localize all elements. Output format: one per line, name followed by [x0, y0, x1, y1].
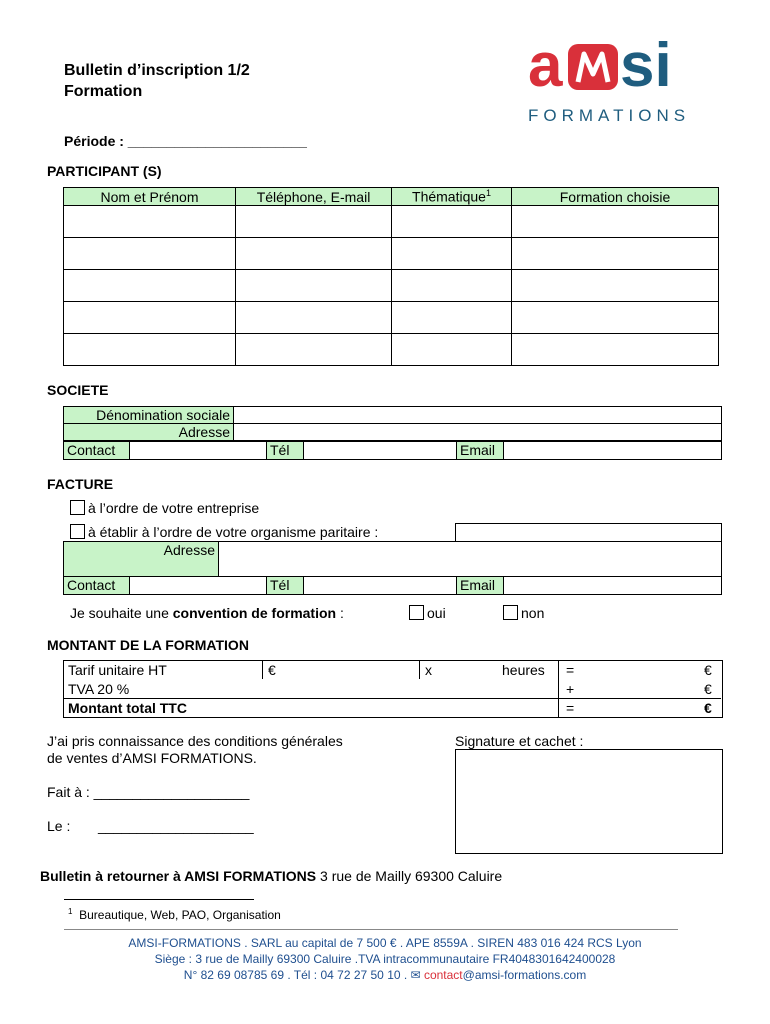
signature-label: Signature et cachet : — [455, 733, 584, 749]
input-cell[interactable] — [512, 302, 719, 334]
periode-field[interactable]: Période : _______________________ — [64, 133, 307, 149]
input-cell[interactable] — [64, 206, 236, 238]
facture-email-input[interactable] — [503, 576, 722, 595]
logo-subtitle: FORMATIONS — [528, 106, 691, 125]
input-cell[interactable] — [512, 270, 719, 302]
equals-sign: = — [566, 700, 575, 716]
input-cell[interactable] — [64, 270, 236, 302]
convention-question: Je souhaite une convention de formation : — [70, 605, 344, 621]
input-cell[interactable] — [64, 238, 236, 270]
footer-line-1: AMSI-FORMATIONS . SARL au capital de 7 500 € . APE 8559A . SIREN 483 016 424 RCS Lyon — [128, 936, 642, 950]
col-nom: Nom et Prénom — [64, 188, 236, 206]
input-cell[interactable] — [236, 206, 392, 238]
table-row — [64, 206, 719, 238]
tarif-label: Tarif unitaire HT — [68, 662, 167, 678]
footer-line-2: Siège : 3 rue de Mailly 69300 Caluire .TVA intracommunautaire FR404830164240002​8 — [154, 952, 616, 966]
contact-link[interactable]: contact — [423, 968, 463, 982]
denomination-input[interactable] — [233, 406, 722, 424]
facture-email-label: Email — [456, 576, 504, 595]
title-line-2: Formation — [64, 83, 143, 100]
option-label: à établir à l’ordre de votre organisme paritaire : — [88, 524, 379, 540]
equals-sign: = — [566, 662, 575, 678]
societe-email-label: Email — [456, 441, 504, 460]
montant-heading: MONTANT DE LA FORMATION — [47, 637, 249, 653]
document-title — [64, 60, 250, 102]
societe-contact-label: Contact — [63, 441, 130, 460]
input-cell[interactable] — [64, 334, 236, 366]
input-cell[interactable] — [236, 334, 392, 366]
input-cell[interactable] — [392, 238, 512, 270]
facture-option-organisme[interactable] — [70, 524, 378, 540]
convention-oui[interactable]: oui — [409, 605, 446, 621]
svg-text:a: a — [528, 31, 563, 100]
mail-icon: ✉ — [410, 968, 421, 982]
table-row — [64, 302, 719, 334]
input-cell[interactable] — [512, 334, 719, 366]
tarif-euro: € — [268, 662, 276, 678]
facture-contact-input[interactable] — [129, 576, 267, 595]
plus-sign: + — [566, 681, 575, 697]
col-thematique: Thématique$^1$ — [392, 188, 512, 206]
societe-tel-label: Tél — [266, 441, 304, 460]
table-row — [64, 238, 719, 270]
return-instruction: Bulletin à retourner à AMSI FORMATIONS 3 rue de Mailly 69300 Caluire — [40, 868, 503, 884]
organisme-input[interactable] — [455, 523, 722, 542]
footer-line-3: N° 82 69 08785 69 . Tél : 04 72 27 50 10 . ✉ contact@amsi-formations.com — [183, 968, 587, 982]
societe-adresse-label: Adresse — [63, 423, 234, 441]
facture-adresse-input[interactable] — [218, 541, 722, 577]
input-cell[interactable] — [392, 334, 512, 366]
times-sign: x — [425, 662, 432, 678]
denomination-label: Dénomination sociale — [63, 406, 234, 424]
facture-contact-label: Contact — [63, 576, 130, 595]
total-label: Montant total TTC — [68, 700, 187, 716]
option-label: à l’ordre de votre entreprise — [88, 500, 260, 516]
table-row — [64, 334, 719, 366]
col-telephone: Téléphone, E-mail — [236, 188, 392, 206]
societe-adresse-input[interactable] — [233, 423, 722, 441]
input-cell[interactable] — [392, 206, 512, 238]
facture-heading: FACTURE — [47, 476, 114, 492]
input-cell[interactable] — [392, 270, 512, 302]
conditions-text: J’ai pris connaissance des conditions générales de ventes d’AMSI FORMATIONS. — [47, 733, 343, 766]
societe-email-input[interactable] — [503, 441, 722, 460]
input-cell[interactable] — [236, 270, 392, 302]
input-cell[interactable] — [236, 238, 392, 270]
facture-option-entreprise[interactable] — [70, 500, 259, 516]
input-cell[interactable] — [512, 238, 719, 270]
svg-text:si: si — [620, 31, 672, 100]
checkbox[interactable] — [70, 524, 85, 539]
input-cell[interactable] — [512, 206, 719, 238]
signature-box[interactable] — [455, 749, 723, 854]
input-cell[interactable] — [236, 302, 392, 334]
checkbox[interactable] — [409, 605, 424, 620]
fait-a-field[interactable]: Fait à : ____________________ — [47, 784, 250, 800]
ht-euro: € — [704, 662, 712, 678]
total-euro: € — [704, 700, 712, 716]
footnote: $^1$ Bureautique, Web, PAO, Organisation — [68, 907, 281, 922]
table-row — [64, 270, 719, 302]
societe-tel-input[interactable] — [303, 441, 457, 460]
input-cell[interactable] — [64, 302, 236, 334]
le-label: Le : — [47, 818, 71, 834]
participants-heading: PARTICIPANT (S) — [47, 163, 162, 179]
participants-table — [63, 187, 719, 366]
facture-tel-input[interactable] — [303, 576, 457, 595]
le-field[interactable]: ____________________ — [98, 818, 254, 834]
title-line-1: Bulletin d’inscription 1/2 — [64, 62, 250, 79]
convention-non[interactable]: non — [503, 605, 544, 621]
tva-label: TVA 20 % — [68, 681, 130, 697]
tva-euro: € — [704, 681, 712, 697]
facture-adresse-label: Adresse — [63, 541, 219, 577]
checkbox[interactable] — [70, 500, 85, 515]
societe-heading: SOCIETE — [47, 382, 109, 398]
societe-contact-input[interactable] — [129, 441, 267, 460]
facture-tel-label: Tél — [266, 576, 304, 595]
input-cell[interactable] — [392, 302, 512, 334]
heures-label: heures — [502, 662, 545, 678]
col-formation: Formation choisie — [512, 188, 719, 206]
checkbox[interactable] — [503, 605, 518, 620]
